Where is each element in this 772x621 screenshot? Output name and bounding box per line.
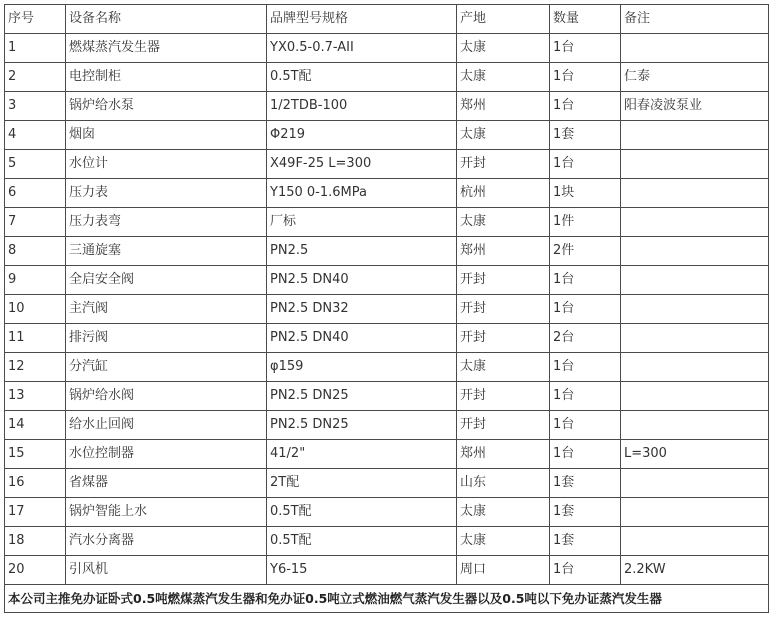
table-row (5, 440, 769, 469)
cell-serial-number: 16 (5, 469, 66, 498)
cell-quantity: 1套 (550, 498, 621, 527)
cell-serial-number: 6 (5, 179, 66, 208)
table-row (5, 556, 769, 585)
cell-remarks: L=300 (621, 440, 769, 469)
cell-origin: 开封 (457, 150, 550, 179)
cell-serial-number: 3 (5, 92, 66, 121)
cell-equipment-name: 主汽阀 (66, 295, 267, 324)
cell-origin: 山东 (457, 469, 550, 498)
cell-origin: 太康 (457, 34, 550, 63)
cell-brand-model-spec: 1/2TDB-100 (267, 92, 457, 121)
cell-equipment-name: 锅炉给水阀 (66, 382, 267, 411)
cell-serial-number: 11 (5, 324, 66, 353)
cell-equipment-name: 水位计 (66, 150, 267, 179)
cell-remarks (621, 353, 769, 382)
table-row (5, 411, 769, 440)
cell-quantity: 1台 (550, 556, 621, 585)
cell-quantity: 2件 (550, 237, 621, 266)
cell-brand-model-spec: φ159 (267, 353, 457, 382)
table-body (5, 34, 769, 585)
cell-equipment-name: 燃煤蒸汽发生器 (66, 34, 267, 63)
cell-quantity: 1块 (550, 179, 621, 208)
cell-origin: 周口 (457, 556, 550, 585)
cell-quantity: 1台 (550, 353, 621, 382)
table-row (5, 266, 769, 295)
cell-quantity: 1件 (550, 208, 621, 237)
table-row (5, 498, 769, 527)
cell-equipment-name: 分汽缸 (66, 353, 267, 382)
cell-origin: 太康 (457, 208, 550, 237)
promo-note: 本公司主推免办证卧式0.5吨燃煤蒸汽发生器和免办证0.5吨立式燃油燃气蒸汽发生器以及0.5吨以下免办证蒸汽发生器 (5, 585, 769, 613)
cell-remarks (621, 411, 769, 440)
header-serial-number: 序号 (5, 5, 66, 34)
footer-row (5, 585, 769, 613)
cell-origin: 开封 (457, 266, 550, 295)
header-brand-model-spec: 品牌型号规格 (267, 5, 457, 34)
cell-serial-number: 12 (5, 353, 66, 382)
cell-remarks: 阳春凌波泵业 (621, 92, 769, 121)
cell-quantity: 1台 (550, 411, 621, 440)
cell-serial-number: 13 (5, 382, 66, 411)
table-row (5, 121, 769, 150)
table-row (5, 92, 769, 121)
table-row (5, 150, 769, 179)
cell-equipment-name: 压力表弯 (66, 208, 267, 237)
cell-brand-model-spec: 0.5T配 (267, 498, 457, 527)
cell-remarks (621, 208, 769, 237)
cell-serial-number: 7 (5, 208, 66, 237)
header-row (5, 5, 769, 34)
cell-brand-model-spec: PN2.5 (267, 237, 457, 266)
cell-brand-model-spec: 0.5T配 (267, 527, 457, 556)
cell-origin: 开封 (457, 295, 550, 324)
equipment-spec-table (4, 4, 769, 613)
cell-equipment-name: 汽水分离器 (66, 527, 267, 556)
cell-quantity: 1套 (550, 469, 621, 498)
cell-equipment-name: 锅炉给水泵 (66, 92, 267, 121)
table-row (5, 63, 769, 92)
table-footer (5, 585, 769, 613)
header-equipment-name: 设备名称 (66, 5, 267, 34)
cell-origin: 杭州 (457, 179, 550, 208)
cell-brand-model-spec: PN2.5 DN25 (267, 382, 457, 411)
cell-equipment-name: 水位控制器 (66, 440, 267, 469)
cell-equipment-name: 给水止回阀 (66, 411, 267, 440)
cell-remarks (621, 324, 769, 353)
cell-equipment-name: 电控制柜 (66, 63, 267, 92)
cell-origin: 开封 (457, 411, 550, 440)
cell-equipment-name: 烟囱 (66, 121, 267, 150)
cell-origin: 太康 (457, 63, 550, 92)
cell-quantity: 1台 (550, 266, 621, 295)
cell-origin: 郑州 (457, 237, 550, 266)
cell-brand-model-spec: PN2.5 DN40 (267, 324, 457, 353)
cell-brand-model-spec: 0.5T配 (267, 63, 457, 92)
cell-quantity: 1台 (550, 440, 621, 469)
table-row (5, 353, 769, 382)
cell-remarks (621, 121, 769, 150)
cell-origin: 开封 (457, 324, 550, 353)
cell-origin: 太康 (457, 121, 550, 150)
cell-quantity: 1台 (550, 295, 621, 324)
cell-quantity: 1台 (550, 63, 621, 92)
cell-remarks: 2.2KW (621, 556, 769, 585)
cell-remarks (621, 150, 769, 179)
cell-origin: 太康 (457, 498, 550, 527)
cell-remarks (621, 266, 769, 295)
cell-brand-model-spec: PN2.5 DN25 (267, 411, 457, 440)
cell-equipment-name: 全启安全阀 (66, 266, 267, 295)
cell-brand-model-spec: PN2.5 DN40 (267, 266, 457, 295)
table-row (5, 34, 769, 63)
cell-remarks: 仁泰 (621, 63, 769, 92)
cell-serial-number: 14 (5, 411, 66, 440)
cell-serial-number: 2 (5, 63, 66, 92)
cell-serial-number: 5 (5, 150, 66, 179)
cell-remarks (621, 237, 769, 266)
cell-brand-model-spec: PN2.5 DN32 (267, 295, 457, 324)
cell-equipment-name: 排污阀 (66, 324, 267, 353)
cell-origin: 郑州 (457, 92, 550, 121)
cell-brand-model-spec: Φ219 (267, 121, 457, 150)
table-row (5, 382, 769, 411)
cell-origin: 太康 (457, 527, 550, 556)
cell-serial-number: 9 (5, 266, 66, 295)
cell-quantity: 1台 (550, 150, 621, 179)
table-row (5, 237, 769, 266)
cell-brand-model-spec: YX0.5-0.7-AII (267, 34, 457, 63)
cell-serial-number: 17 (5, 498, 66, 527)
cell-remarks (621, 498, 769, 527)
cell-serial-number: 8 (5, 237, 66, 266)
table-header (5, 5, 769, 34)
cell-equipment-name: 省煤器 (66, 469, 267, 498)
cell-brand-model-spec: 41/2" (267, 440, 457, 469)
cell-origin: 太康 (457, 353, 550, 382)
cell-quantity: 1台 (550, 34, 621, 63)
cell-remarks (621, 469, 769, 498)
table-row (5, 179, 769, 208)
cell-serial-number: 15 (5, 440, 66, 469)
table-row (5, 469, 769, 498)
cell-remarks (621, 382, 769, 411)
cell-quantity: 2台 (550, 324, 621, 353)
cell-quantity: 1台 (550, 382, 621, 411)
cell-remarks (621, 179, 769, 208)
cell-brand-model-spec: Y6-15 (267, 556, 457, 585)
cell-origin: 开封 (457, 382, 550, 411)
table-row (5, 324, 769, 353)
cell-quantity: 1套 (550, 121, 621, 150)
cell-equipment-name: 引风机 (66, 556, 267, 585)
cell-quantity: 1台 (550, 92, 621, 121)
cell-brand-model-spec: 厂标 (267, 208, 457, 237)
cell-remarks (621, 34, 769, 63)
cell-remarks (621, 295, 769, 324)
cell-equipment-name: 压力表 (66, 179, 267, 208)
cell-serial-number: 18 (5, 527, 66, 556)
cell-brand-model-spec: 2T配 (267, 469, 457, 498)
cell-brand-model-spec: Y150 0-1.6MPa (267, 179, 457, 208)
table-row (5, 208, 769, 237)
cell-remarks (621, 527, 769, 556)
cell-serial-number: 4 (5, 121, 66, 150)
cell-equipment-name: 三通旋塞 (66, 237, 267, 266)
cell-brand-model-spec: X49F-25 L=300 (267, 150, 457, 179)
cell-origin: 郑州 (457, 440, 550, 469)
cell-quantity: 1套 (550, 527, 621, 556)
table-row (5, 295, 769, 324)
cell-serial-number: 10 (5, 295, 66, 324)
header-quantity: 数量 (550, 5, 621, 34)
cell-serial-number: 20 (5, 556, 66, 585)
table-row (5, 527, 769, 556)
header-origin: 产地 (457, 5, 550, 34)
cell-serial-number: 1 (5, 34, 66, 63)
header-remarks: 备注 (621, 5, 769, 34)
cell-equipment-name: 锅炉智能上水 (66, 498, 267, 527)
